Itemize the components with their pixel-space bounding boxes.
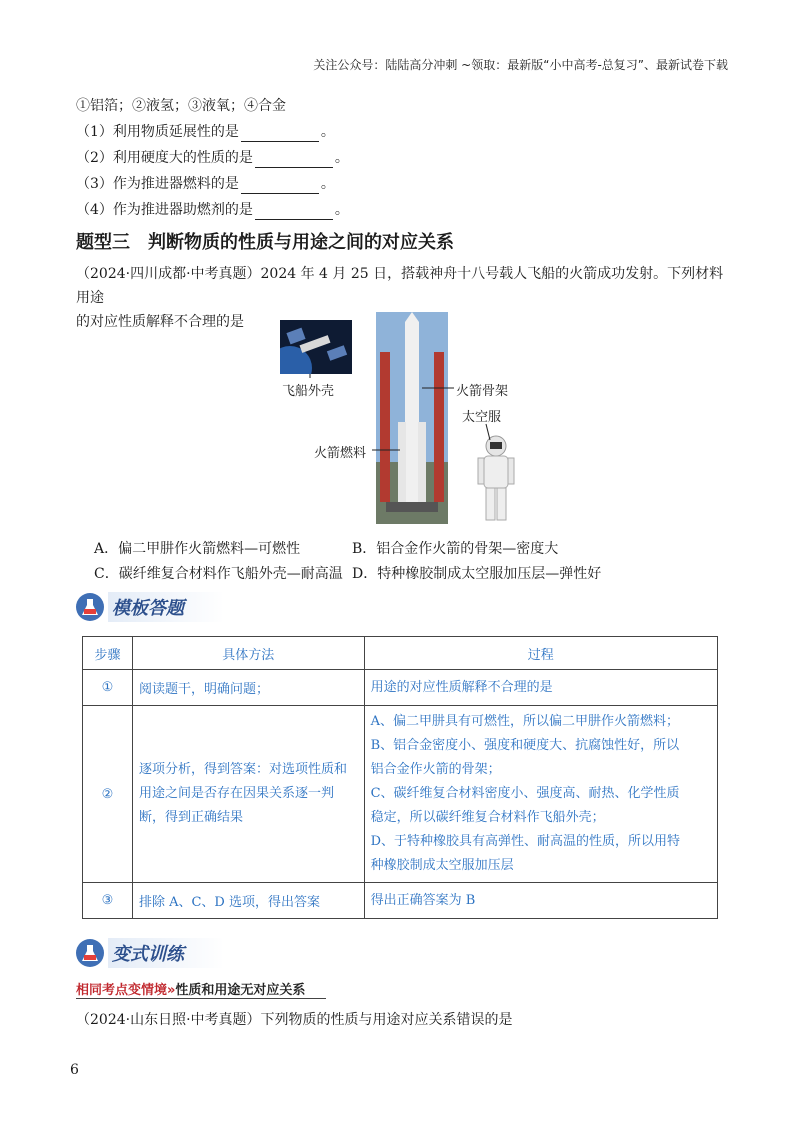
option-c[interactable]: C．碳纤维复合材料作飞船外壳—耐高温 [94, 566, 343, 582]
step-cell: ① [83, 670, 133, 706]
item-prefix: （2）利用硬度大的性质的是 [76, 150, 253, 166]
variant-training-badge [76, 938, 224, 968]
step-cell: ③ [83, 883, 133, 919]
table-header-row [83, 637, 718, 670]
answer-blank[interactable] [255, 205, 333, 220]
flask-icon [76, 593, 104, 621]
template-badge-text: 模板答题 [108, 592, 224, 622]
stem-line-2: 的对应性质解释不合理的是 [76, 314, 244, 330]
header-step: 步骤 [83, 637, 133, 670]
option-a[interactable]: A．偏二甲肼作火箭燃料—可燃性 [94, 541, 301, 557]
method-cell: 逐项分析，得到答案：对选项性质和用途之间是否存在因果关系逐一判断，得到正确结果 [132, 706, 364, 883]
process-line: B、铝合金密度小、强度和硬度大、抗腐蚀性好，所以 [370, 738, 680, 753]
rocket-figure [276, 312, 526, 526]
item-suffix: 。 [334, 150, 349, 166]
variant-tag [76, 979, 305, 998]
question-item-2 [76, 148, 349, 168]
process-cell [364, 883, 717, 919]
process-line: 得出正确答案为 B [370, 892, 476, 908]
item-suffix: 。 [334, 202, 349, 218]
option-d[interactable]: D．特种橡胶制成太空服加压层—弹性好 [352, 566, 602, 582]
variant-tag-topic: 性质和用途无对应关系 [175, 983, 306, 998]
step-cell: ② [83, 706, 133, 883]
process-line: A、偏二甲肼具有可燃性，所以偏二甲肼作火箭燃料； [370, 714, 679, 729]
variant-tag-label: 相同考点变情境 [76, 983, 168, 998]
template-table [82, 636, 718, 919]
flask-icon [76, 939, 104, 967]
answer-blank[interactable] [241, 179, 319, 194]
stem-line-1: （2024·四川成都·中考真题）2024 年 4 月 25 日，搭载神舟十八号载人飞船的火箭成功发射。下列材料用途 [76, 266, 724, 306]
item-suffix: 。 [320, 124, 335, 140]
label-spacecraft-shell: 飞船外壳 [282, 384, 335, 399]
method-cell: 阅读题干，明确问题； [132, 670, 364, 706]
label-rocket-fuel: 火箭燃料 [314, 446, 367, 461]
double-arrow-icon: » [167, 983, 176, 998]
question-item-3 [76, 174, 335, 194]
method-cell: 排除 A、C、D 选项，得出答案 [132, 883, 364, 919]
section-title-text: 题型三 判断物质的性质与用途之间的对应关系 [76, 232, 454, 253]
label-rocket-frame: 火箭骨架 [456, 384, 509, 399]
section-title [76, 228, 454, 254]
item-prefix: （1）利用物质延展性的是 [76, 124, 239, 140]
page-number: 6 [70, 1062, 79, 1078]
leader-lines [276, 312, 526, 526]
template-answer-badge [76, 592, 224, 622]
table-row [83, 883, 718, 919]
option-b[interactable]: B．铝合金作火箭的骨架—密度大 [352, 541, 559, 557]
process-line: 稳定，所以碳纤维复合材料作飞船外壳； [370, 810, 605, 825]
header-method: 具体方法 [132, 637, 364, 670]
table-row [83, 670, 718, 706]
process-cell [364, 706, 717, 883]
question-item-4 [76, 200, 349, 220]
answer-blank[interactable] [241, 127, 319, 142]
item-prefix: （4）作为推进器助燃剂的是 [76, 202, 253, 218]
item-prefix: （3）作为推进器燃料的是 [76, 176, 239, 192]
item-suffix: 。 [320, 176, 335, 192]
process-line: C、碳纤维复合材料密度小、强度高、耐热、化学性质 [370, 786, 680, 801]
label-spacesuit: 太空服 [462, 410, 502, 425]
tag-underline [76, 998, 326, 999]
process-line: 铝合金作火箭的骨架； [370, 762, 501, 777]
table-row [83, 706, 718, 883]
process-line: 种橡胶制成太空服加压层 [370, 858, 514, 873]
process-cell [364, 670, 717, 706]
materials-list: ①铝箔；②液氢；③液氧；④合金 [76, 98, 286, 114]
process-line: D、于特种橡胶具有高弹性、耐高温的性质，所以用特 [370, 834, 681, 849]
page-header-notice: 关注公众号：陆陆高分冲刺 ~领取：最新版“小中高考-总复习”、最新试卷下载 [313, 58, 728, 72]
question-item-1 [76, 122, 335, 142]
process-line: 用途的对应性质解释不合理的是 [370, 679, 553, 695]
header-process: 过程 [364, 637, 717, 670]
answer-blank[interactable] [255, 153, 333, 168]
variant-badge-text: 变式训练 [108, 938, 224, 968]
next-question-stem: （2024·山东日照·中考真题）下列物质的性质与用途对应关系错误的是 [76, 1012, 513, 1028]
